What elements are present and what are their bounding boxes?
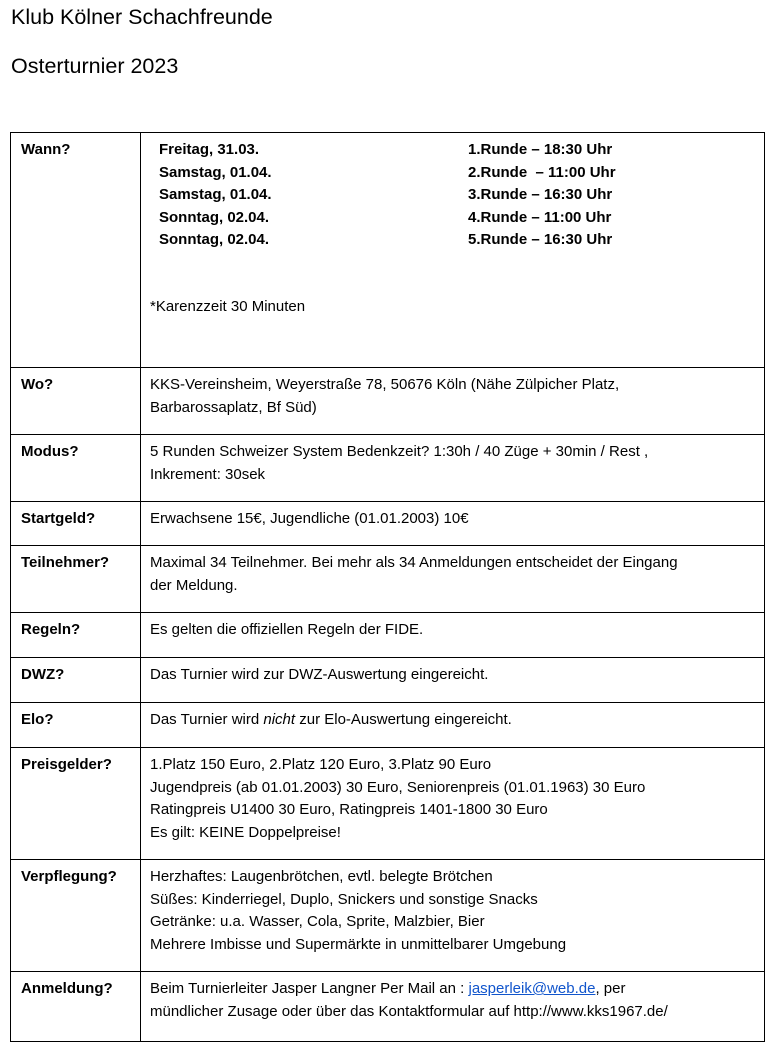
label-wann: Wann? — [11, 133, 141, 368]
elo-text-after: zur Elo-Auswertung eingereicht. — [295, 711, 512, 728]
schedule-list — [150, 139, 756, 252]
elo-text-before: Das Turnier wird — [150, 711, 264, 728]
label-teilnehmer: Teilnehmer? — [11, 546, 141, 613]
venue-line: Barbarossaplatz, Bf Süd) — [150, 398, 317, 416]
row-modus — [11, 435, 765, 502]
row-wo — [11, 368, 765, 435]
prize-line: Es gilt: KEINE Doppelpreise! — [150, 823, 341, 841]
registration-line — [150, 978, 756, 1001]
label-startgeld: Startgeld? — [11, 502, 141, 546]
registration-text: Beim Turnierleiter Jasper Langner Per Mail an : — [150, 980, 469, 997]
row-verpflegung — [11, 860, 765, 972]
catering-line: Süßes: Kinderriegel, Duplo, Snickers und sonstige Snacks — [150, 890, 538, 908]
label-dwz: DWZ? — [11, 658, 141, 703]
registration-text-after: , per — [595, 980, 626, 997]
label-elo: Elo? — [11, 703, 141, 748]
venue-line: KKS-Vereinsheim, Weyerstraße 78, 50676 Köln (Nähe Zülpicher Platz, — [150, 376, 620, 393]
content-wo — [141, 368, 765, 435]
content-teilnehmer — [141, 546, 765, 613]
row-preisgelder — [11, 748, 765, 860]
content-anmeldung — [141, 972, 765, 1042]
row-teilnehmer — [11, 546, 765, 613]
schedule-round: 2.Runde – 11:00 Uhr — [468, 163, 616, 181]
catering-line: Mehrere Imbisse und Supermärkte in unmittelbarer Umgebung — [150, 935, 567, 953]
email-link[interactable]: jasperleik@web.de — [468, 980, 596, 997]
label-wo: Wo? — [11, 368, 141, 435]
content-regeln: Es gelten die offiziellen Regeln der FIDE. — [141, 613, 765, 658]
registration-line-2: mündlicher Zusage oder über das Kontaktformular auf http://www.kks1967.de/ — [150, 1002, 668, 1020]
schedule-round: 5.Runde – 16:30 Uhr — [468, 231, 613, 248]
prize-line: Ratingpreis U1400 30 Euro, Ratingpreis 1401-1800 30 Euro — [150, 801, 548, 818]
schedule-round: 1.Runde – 18:30 Uhr — [468, 141, 613, 158]
club-title: Klub Kölner Schachfreunde — [11, 5, 273, 29]
label-regeln: Regeln? — [11, 613, 141, 658]
elo-emphasis: nicht — [263, 711, 296, 728]
row-elo — [11, 703, 765, 748]
label-anmeldung: Anmeldung? — [11, 972, 141, 1042]
row-wann — [11, 133, 765, 368]
schedule-round: 3.Runde – 16:30 Uhr — [468, 186, 613, 203]
participants-line: der Meldung. — [150, 576, 238, 594]
prize-line: 1.Platz 150 Euro, 2.Platz 120 Euro, 3.Platz 90 Euro — [150, 756, 492, 773]
schedule-day: Samstag, 01.04. — [159, 163, 272, 181]
label-preisgelder: Preisgelder? — [11, 748, 141, 860]
tournament-title: Osterturnier 2023 — [11, 54, 179, 78]
mode-line: 5 Runden Schweizer System Bedenkzeit? 1:30h / 40 Züge + 30min / Rest , — [150, 443, 649, 460]
schedule-round: 4.Runde – 11:00 Uhr — [468, 208, 612, 226]
row-regeln — [11, 613, 765, 658]
info-table — [10, 132, 765, 1042]
row-dwz — [11, 658, 765, 703]
content-verpflegung — [141, 860, 765, 972]
row-anmeldung — [11, 972, 765, 1042]
schedule-day: Sonntag, 02.04. — [159, 231, 270, 248]
content-startgeld: Erwachsene 15€, Jugendliche (01.01.2003) 10€ — [141, 502, 765, 546]
mode-line: Inkrement: 30sek — [150, 465, 266, 483]
content-wann — [141, 133, 765, 368]
schedule-day: Freitag, 31.03. — [159, 141, 260, 158]
schedule-day: Samstag, 01.04. — [159, 186, 272, 203]
label-modus: Modus? — [11, 435, 141, 502]
prize-line: Jugendpreis (ab 01.01.2003) 30 Euro, Seniorenpreis (01.01.1963) 30 Euro — [150, 778, 646, 796]
content-elo — [141, 703, 765, 748]
participants-line: Maximal 34 Teilnehmer. Bei mehr als 34 Anmeldungen entscheidet der Eingang — [150, 554, 678, 571]
row-startgeld — [11, 502, 765, 546]
content-modus — [141, 435, 765, 502]
catering-line: Getränke: u.a. Wasser, Cola, Sprite, Malzbier, Bier — [150, 913, 485, 930]
content-dwz: Das Turnier wird zur DWZ-Auswertung eingereicht. — [141, 658, 765, 703]
content-preisgelder — [141, 748, 765, 860]
catering-line: Herzhaftes: Laugenbrötchen, evtl. belegte Brötchen — [150, 868, 493, 885]
grace-period-note: *Karenzzeit 30 Minuten — [150, 297, 306, 315]
schedule-day: Sonntag, 02.04. — [159, 208, 270, 226]
label-verpflegung: Verpflegung? — [11, 860, 141, 972]
